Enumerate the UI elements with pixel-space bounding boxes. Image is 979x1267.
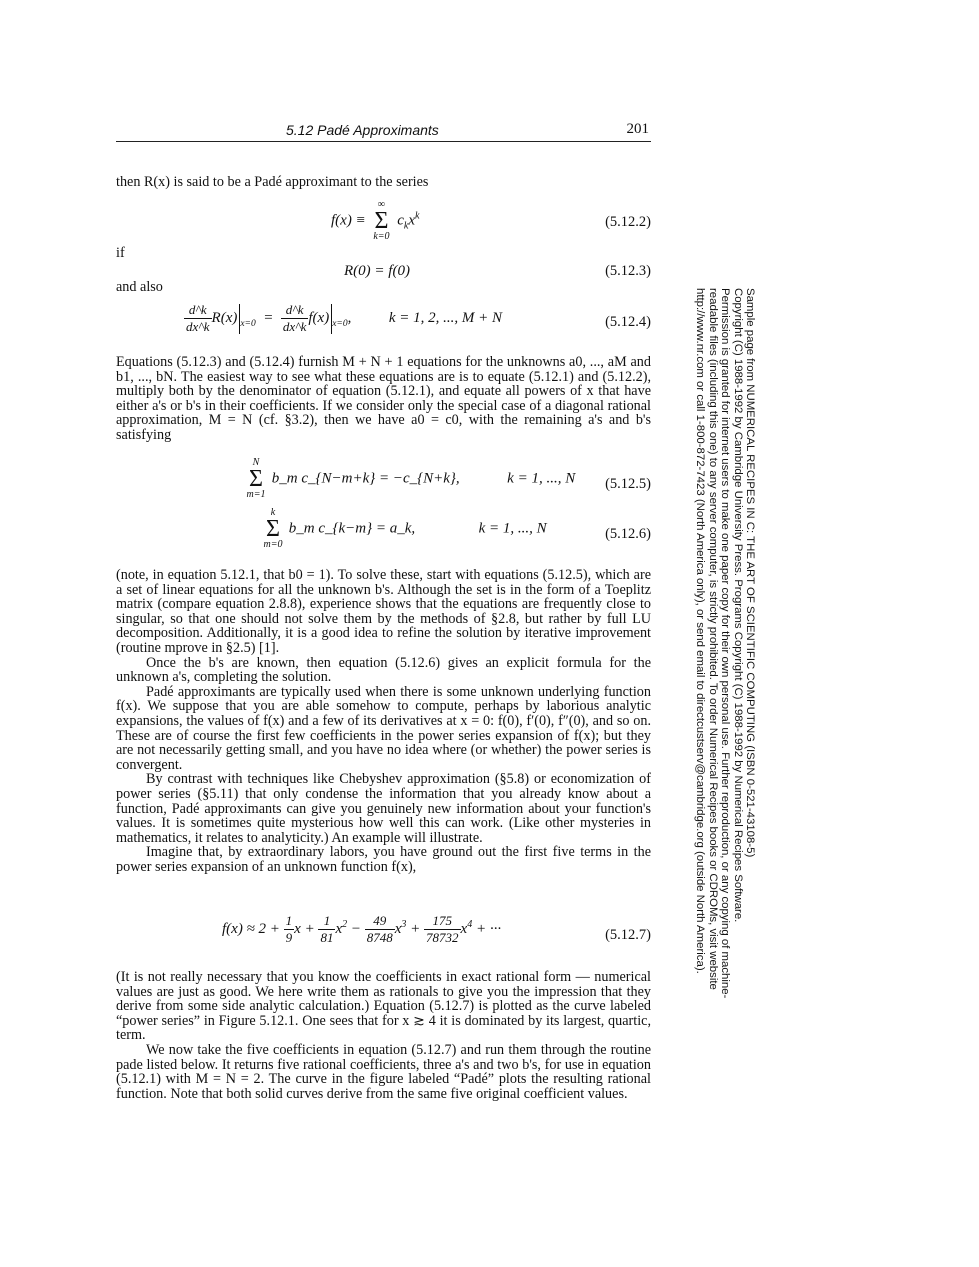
paragraph-text: Equations (5.12.3) and (5.12.4) furnish M + N + 1 equations for the unknowns a0, ..., aM and b1, ..., bN. The easiest way to see what these equations are is to equate (5.12.1) and (5.12.2), multiply both by the denominator of equation (5.12.1), and equate all powers of x that have either a's or b's in their coefficients. If we consider only the special case of a diagonal rational approximation, M = N (cf. §3.2), then we have a0 = c0, with the remaining a's and b's satisfying xyxy=(116,354,651,443)
paragraph-text: Padé approximants are typically used when there is some unknown underlying function f(x). We suppose that you are able somehow to compute, perhaps by laborious analytic expansions, the values of f(x) and a few of its derivatives at x = 0: f(0), f′(0), f″(0), and so on. These are of course the first few coefficients in the power series expansion of f(x); but they are not necessarily getting small, and you have no idea where (or whether) the power series is convergent. xyxy=(116,683,651,773)
equation-body: k Σ m=0 b_m c_{k−m} = a_k, k = 1, ..., N xyxy=(261,508,547,550)
paragraph-text: (note, in equation 5.12.1, that b0 = 1). To solve these, start with equations (5.12.5), which are a set of linear equations for all the unknown b's. Although the set is in the form of a Toeplitz matrix (compare equation 2.8.8), experience shows that the equations are frequently close to singular, so that one should not solve them by the methods of §2.8, but rather by full LU decomposition. Additionally, it is a good idea to refine the solution by iterative improvement (routine mprove in §2.5) [1]. xyxy=(116,567,651,656)
equation-body: f(x) ≡ ∞ Σ k=0 $c_kx^k$ xyxy=(331,199,420,242)
summation: ∞ Σ k=0 xyxy=(373,199,390,242)
summation: N Σ m=1 xyxy=(246,457,266,500)
equation-body: N Σ m=1 b_m c_{N−m+k} = −c_{N+k}, k = 1, ..., N xyxy=(244,458,575,500)
equation-5-12-5 xyxy=(116,458,651,508)
paragraph-text: (It is not really necessary that you know the coefficients in exact rational form — numerical values are just as good. We here write them as rationals to give you the impression that they derive from some side analytic calculation.) Equation (5.12.7) is plotted as the curve labeled “power series” in Figure 5.12.1. One sees that for x ≳ 4 it is dominated by its largest, quartic, term. xyxy=(116,969,651,1044)
equation-5-12-2 xyxy=(116,200,651,248)
equation-5-12-7 xyxy=(116,913,651,959)
paragraph-text: We now take the five coefficients in equation (5.12.7) and run them through the routine pade listed below. It returns five rational coefficients, three a's and two b's, for use in equation (5.12.1) with M = N = 2. The curve in the figure labeled “Padé” plots the resulting rational function. Note that both solid curves derive from the same five original coefficient values. xyxy=(116,1041,651,1102)
paragraph-block-main xyxy=(116,568,651,874)
equation-body: $\frac{d\^{}k}{dx\^{}k}$ R(x) $_{x=0}$ = $\frac{d\^{}k}{dx\^{}k}$ f(x) $_{x=0}$, k = 1, 2, ..., M + N xyxy=(186,302,503,334)
sidebar-line: Copyright (C) 1988-1992 by Cambridge University Press. Programs Copyright (C) 1988-1992 by Numerical Recipes Software. xyxy=(731,288,744,923)
equation-5-12-6 xyxy=(116,508,651,558)
summation: k Σ m=0 xyxy=(263,507,283,550)
paragraph-text: and also xyxy=(116,279,163,295)
sidebar-line: Sample page from NUMERICAL RECIPES IN C: THE ART OF SCIENTIFIC COMPUTING (ISBN 0-521-43108-5) xyxy=(744,288,756,858)
paragraph-text: then R(x) is said to be a Padé approximant to the series xyxy=(116,174,429,190)
equation-number: (5.12.2) xyxy=(605,214,651,230)
equation-number: (5.12.5) xyxy=(605,476,651,492)
derivative-fraction: $\frac{d\^{}k}{dx\^{}k}$ xyxy=(186,302,210,334)
copyright-sidebar xyxy=(676,288,756,999)
paragraph-text: Once the b's are known, then equation (5.12.6) gives an explicit formula for the unknown a's, completing the solution. xyxy=(116,654,651,686)
equation-number: (5.12.6) xyxy=(605,526,651,542)
derivative-fraction: $\frac{d\^{}k}{dx\^{}k}$ xyxy=(282,302,307,334)
equation-5-12-4 xyxy=(116,302,651,346)
paragraph-intro xyxy=(116,175,651,190)
page-number: 201 xyxy=(626,121,649,137)
equation-number: (5.12.7) xyxy=(605,927,651,943)
sidebar-line: Permission is granted for internet users to make one paper copy for their own personal use. Further reproduction, or any copying of machine- xyxy=(719,288,732,999)
and-also xyxy=(116,280,651,295)
sidebar-line: http://www.nr.com or call 1-800-872-7423 (North America only), or send email to directcustserv@cambridge.org (outside North America). xyxy=(694,288,707,974)
paragraph-text: Imagine that, by extraordinary labors, you have ground out the first five terms in the power series expansion of an unknown function f(x), xyxy=(116,844,651,875)
word-if xyxy=(116,246,651,261)
equation-number: (5.12.4) xyxy=(605,314,651,330)
paragraph-text: if xyxy=(116,245,125,261)
paragraph-block-end xyxy=(116,970,651,1101)
paragraph-text: By contrast with techniques like Chebyshev approximation (§5.8) or economization of power series (§5.11) that only condense the information that you already know about a function, Padé approximants can give you genuinely new information about your function's values. It is sometimes quite mysterious how well this can work. (Like other mysteries in mathematics, it relates to analyticity.) An example will illustrate. xyxy=(116,771,651,846)
equation-number: (5.12.3) xyxy=(605,263,651,279)
running-header xyxy=(116,121,651,142)
equation-body: f(x) ≈ 2 + $\frac{1}{9}$ x + $\frac{1}{81}$ $x^2$ − $\frac{49}{8748}$ $x^3$ + $\frac{175}{78732}$ $x^4$ + ··· xyxy=(222,913,502,945)
equation-body: R(0) = f(0) xyxy=(344,263,410,279)
paragraph-equations xyxy=(116,355,651,443)
sidebar-line: readable files (including this one) to any server computer, is strictly prohibited. To order Numerical Recipes books or CDROMs, visit website xyxy=(706,288,719,990)
section-title: 5.12 Padé Approximants xyxy=(286,122,439,138)
